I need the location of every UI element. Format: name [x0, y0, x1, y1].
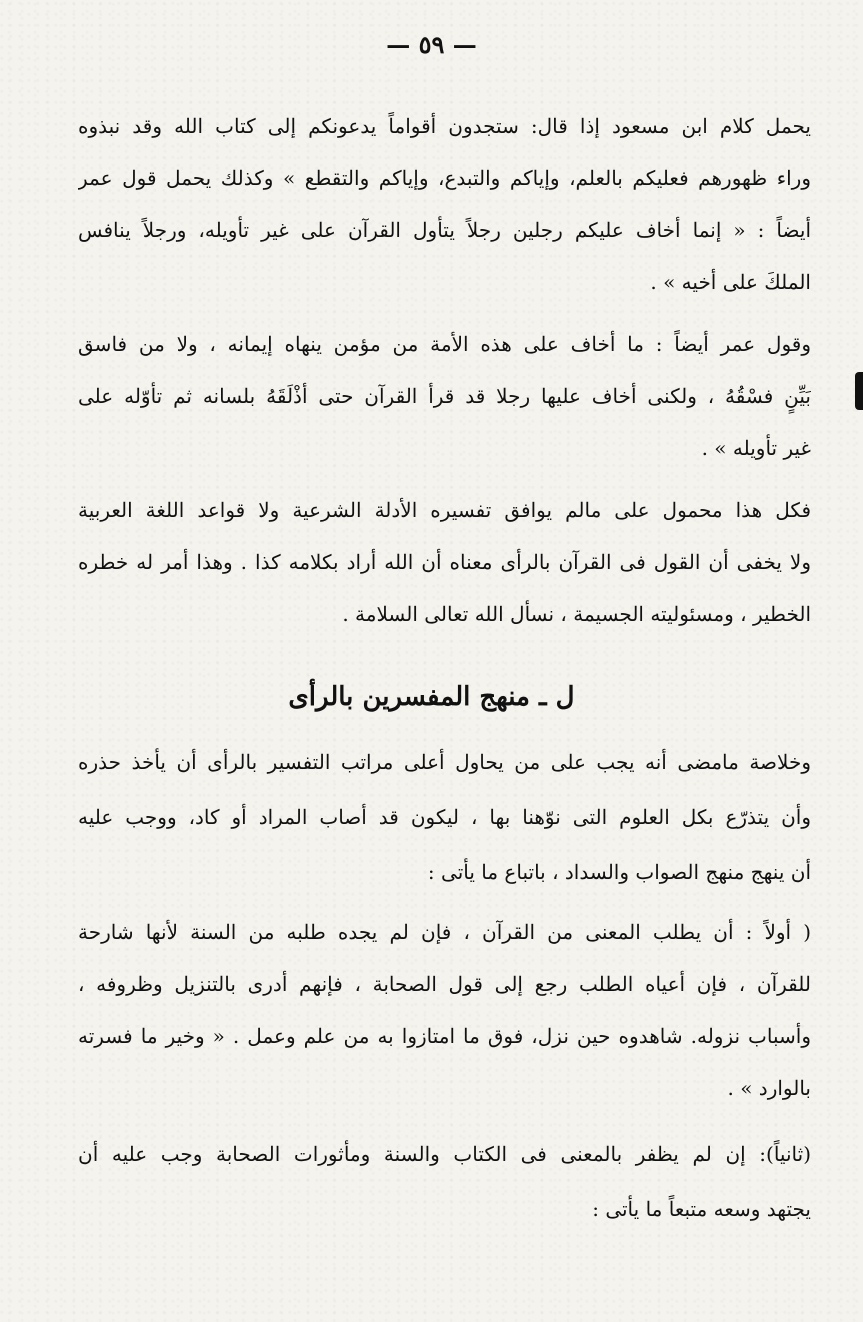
text-line: غير تأويله » .: [701, 436, 811, 460]
text-line: ( أولاً : أن يطلب المعنى من القرآن ، فإن لم يجده طلبه من السنة لأنها شارحة: [78, 920, 811, 944]
text-line: وأن يتذرّع بكل العلوم التى نوّهنا بها ، ليكون قد أصاب المراد أو كاد، ووجب عليه: [78, 805, 811, 829]
text-line: الخطير ، ومسئوليته الجسيمة ، نسأل الله تعالى السلامة .: [342, 602, 811, 626]
text-line: وخلاصة مامضى أنه يجب على من يحاول أعلى مراتب التفسير بالرأى أن يأخذ حذره: [78, 750, 811, 774]
text-line: ولا يخفى أن القول فى القرآن بالرأى معناه أن الله أراد بكلامه كذا . وهذا أمر له خطره: [78, 550, 811, 574]
text-line: وقول عمر أيضاً : ما أخاف على هذه الأمة من مؤمن ينهاه إيمانه ، ولا من فاسق: [78, 332, 811, 356]
text-line: أيضاً : « إنما أخاف عليكم رجلين رجلاً يتأول القرآن على غير تأويله، ورجلاً ينافس: [78, 218, 811, 242]
text-line: بَيِّنٍ فسْقُهُ ، ولكنى أخاف عليها رجلا قد قرأ القرآن حتى أذْلَقَهُ بلسانه ثم تأوّله على: [78, 384, 811, 408]
text-line: وراء ظهورهم فعليكم بالعلم، وإياكم والتبدع، وإياكم والتقطع » وكذلك يحمل قول عمر: [78, 166, 811, 190]
section-heading: ل ـ منهج المفسرين بالرأى: [288, 682, 575, 712]
page-number: — ٥٩ —: [386, 30, 477, 59]
text-line: بالوارد » .: [727, 1076, 811, 1100]
text-line: الملكَ على أخيه » .: [650, 270, 811, 294]
text-line: وأسباب نزوله. شاهدوه حين نزل، فوق ما امتازوا به من علم وعمل . « وخير ما فسرته: [78, 1024, 811, 1048]
page-edge-mark: [855, 372, 863, 410]
text-line: فكل هذا محمول على مالم يوافق تفسيره الأدلة الشرعية ولا قواعد اللغة العربية: [78, 498, 811, 522]
text-line: (ثانياً): إن لم يظفر بالمعنى فى الكتاب والسنة ومأثورات الصحابة وجب عليه أن: [78, 1142, 811, 1166]
text-line: للقرآن ، فإن أعياه الطلب رجع إلى قول الصحابة ، فإنهم أدرى بالتنزيل وظروفه ،: [78, 972, 811, 996]
text-line: يجتهد وسعه متبعاً ما يأتى :: [592, 1197, 811, 1221]
text-line: يحمل كلام ابن مسعود إذا قال: ستجدون أقواماً يدعونكم إلى كتاب الله وقد نبذوه: [78, 114, 811, 138]
text-line: أن ينهج منهج الصواب والسداد ، باتباع ما يأتى :: [427, 860, 811, 884]
